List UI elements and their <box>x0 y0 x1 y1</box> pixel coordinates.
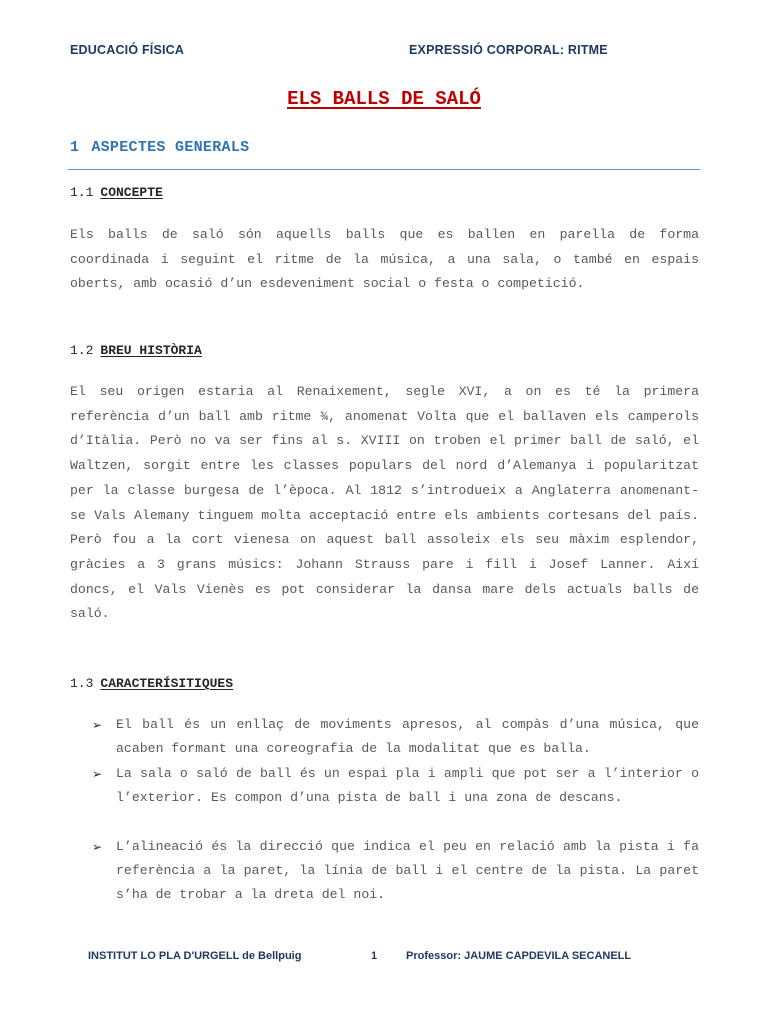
list-item-text: L’alineació és la direcció que indica el peu en relació amb la pista i fa referència a la paret, la línia de ball i el centre de la pista. La paret s’ha de trobar a la dreta del noi. <box>116 839 699 903</box>
arrow-bullet-icon: ➢ <box>92 767 103 781</box>
list-item <box>92 835 699 907</box>
paragraph-historia: El seu origen estaria al Renaixement, segle XVI, a on es té la primera referència d’un ball amb ritme ¾, anomenat Volta que el ballaven els camperols d’Itàlia. Però no va ser fins al s. XVIII on troben el primer ball de saló, el Waltzen, sorgit entre les classes populars del nord d’Alemanya i popularitzat per la classe burgesa de l’època. Al 1812 s’introdueix a Anglaterra anomenant-se Vals Alemany tinguem molta acceptació entre els ambients cortesans del país. Però fou a la cort vienesa on aquest ball assoleix els seu màxim esplendor, gràcies a 3 grans músics: Johann Strauss pare i fill i Josef Lanner. Així doncs, el Vals Vienès es pot considerar la dansa mare dels actuals balls de saló. <box>70 384 699 622</box>
subsection-heading-caracteristiques <box>70 676 233 691</box>
footer-page-number: 1 <box>371 950 378 962</box>
list-item-text: El ball és un enllaç de moviments apresos, al compàs d’una música, que acaben formant una coreografia de la modalitat que es balla. <box>116 717 699 757</box>
arrow-bullet-icon: ➢ <box>92 718 103 732</box>
subsection-title: BREU HISTÒRIA <box>100 343 202 358</box>
subsection-number: 1.1 <box>70 185 94 200</box>
section-heading <box>70 139 249 156</box>
section-title: ASPECTES GENERALS <box>91 139 250 156</box>
subsection-heading-concepte <box>70 185 163 200</box>
section-divider <box>68 169 700 170</box>
header-topic: EXPRESSIÓ CORPORAL: RITME <box>409 43 608 57</box>
arrow-bullet-icon: ➢ <box>92 840 103 854</box>
list-item <box>92 713 699 761</box>
footer-teacher: Professor: JAUME CAPDEVILA SECANELL <box>406 950 632 962</box>
subsection-title: CARACTERÍSITIQUES <box>100 676 234 691</box>
footer-school: INSTITUT LO PLA D'URGELL de Bellpuig <box>88 950 302 962</box>
section-number: 1 <box>70 139 80 156</box>
subsection-number: 1.2 <box>70 343 94 358</box>
list-item-text: La sala o saló de ball és un espai pla i ampli que pot ser a l’interior o l’exterior. Es compon d’una pista de ball i una zona de descans. <box>116 766 699 806</box>
document-title-text: ELS BALLS DE SALÓ <box>287 88 481 110</box>
subsection-number: 1.3 <box>70 676 94 691</box>
paragraph-concepte: Els balls de saló són aquells balls que es ballen en parella de forma coordinada i seguint el ritme de la música, a una sala, o també en espais oberts, amb ocasió d’un esdeveniment social o festa o competició. <box>70 227 699 292</box>
subsection-title: CONCEPTE <box>100 185 163 200</box>
list-item <box>92 762 699 810</box>
document-title <box>0 88 768 110</box>
header-subject: EDUCACIÓ FÍSICA <box>70 43 185 57</box>
subsection-heading-historia <box>70 343 202 358</box>
